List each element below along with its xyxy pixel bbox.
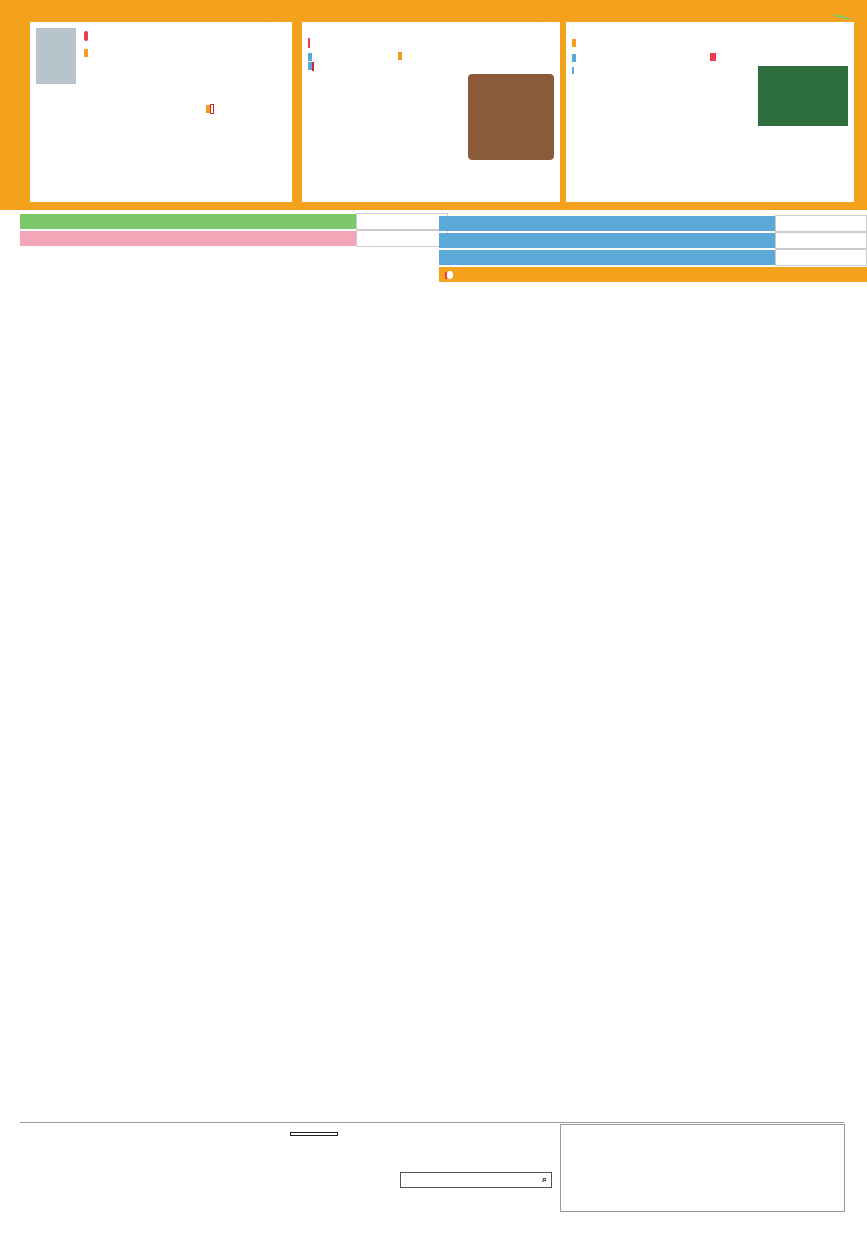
search-icon: ⌕	[541, 1175, 547, 1185]
search-box[interactable]	[400, 1172, 552, 1188]
instructor-photo	[36, 28, 76, 84]
section-kids	[439, 250, 867, 265]
course-card-mahjong[interactable]	[566, 22, 854, 202]
new-badge	[84, 31, 88, 41]
oneday-tag	[266, 14, 282, 20]
trial-label	[710, 53, 716, 61]
top-banner	[0, 0, 867, 210]
no-entry-fee	[210, 104, 214, 114]
section-life	[20, 231, 448, 246]
header-trial	[775, 249, 867, 266]
mahjong-photo	[758, 66, 848, 126]
sunday-label	[308, 38, 310, 48]
instructor-label	[84, 49, 88, 57]
header-trial	[775, 232, 867, 249]
beginner-label	[572, 67, 574, 74]
fee-label	[572, 54, 576, 62]
section-art	[20, 214, 448, 229]
course-card-zekkei[interactable]	[30, 22, 292, 202]
no-entry-fee	[447, 271, 453, 279]
section-special	[439, 267, 867, 282]
footer-divider	[20, 1122, 844, 1123]
bento-photo	[468, 74, 554, 160]
contact-label	[290, 1132, 338, 1136]
left-column	[20, 214, 448, 246]
section-hobby	[439, 216, 867, 231]
notice-box	[560, 1124, 845, 1212]
header-trial	[356, 230, 448, 247]
no-entry-fee	[312, 62, 314, 71]
section-beauty	[439, 233, 867, 248]
fee-label	[308, 53, 312, 61]
footer	[0, 1118, 867, 1233]
weekday-tag	[834, 14, 850, 20]
right-column	[439, 214, 867, 282]
instructor-label	[398, 52, 402, 60]
oneday-tag	[538, 14, 554, 20]
instructor-label	[572, 39, 576, 47]
header-trial	[356, 213, 448, 230]
header-trial	[775, 215, 867, 232]
course-card-miniature[interactable]	[302, 22, 560, 202]
